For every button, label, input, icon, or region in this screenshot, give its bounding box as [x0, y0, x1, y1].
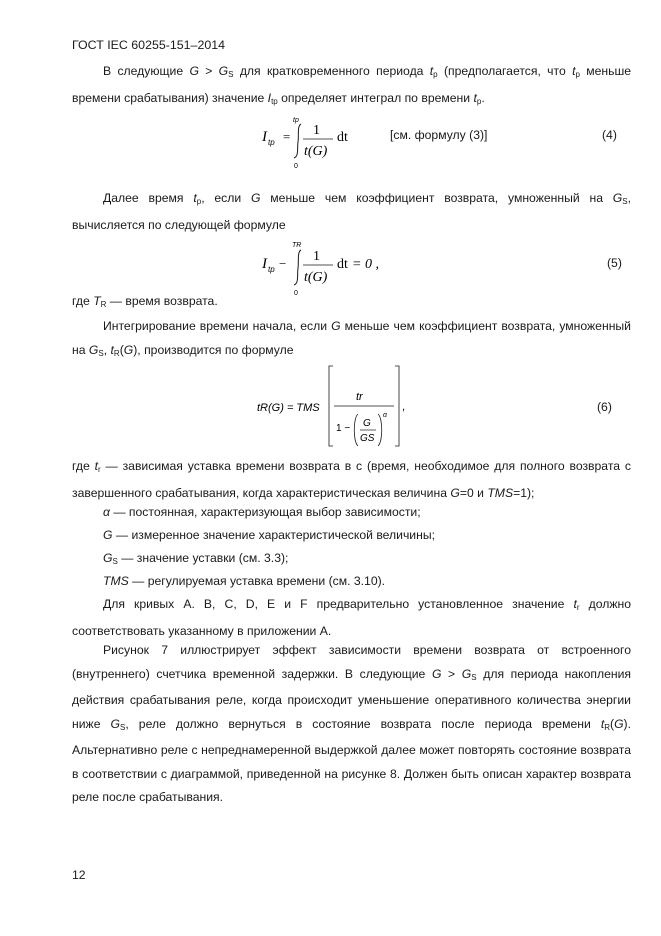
paragraph-3: где $T_R$ — время возврата.: [72, 294, 218, 309]
paragraph-1: В следующие $G > G_S$ для кратковременного периода $t_p$ (предполагается, что $t_p$ меньше времени срабатывания) значение $I_{tp}$ определяет интеграл по времени $t_p$.: [72, 64, 632, 106]
formula-6-graphic: [0, 362, 661, 452]
paragraph-2: Далее время $t_p$, если G меньше чем коэффициент возврата, умноженный на $G_S$, вычисляется по следующей формуле: [72, 191, 632, 232]
f5-den: t(G): [304, 270, 328, 285]
f6-inner-den: GS: [360, 433, 375, 444]
def-tms: TMS — регулируемая уставка времени (см. 3.10).: [103, 574, 386, 588]
f6-exp: α: [383, 412, 387, 419]
page-header: ГОСТ IEC 60255-151–2014: [72, 38, 226, 52]
f4-upper: tp: [293, 117, 299, 124]
f5-lhs-sub: tp: [268, 265, 275, 274]
f6-inner-num: G: [363, 418, 371, 429]
f4-num: 1: [313, 123, 320, 138]
f6-paren-right: [378, 414, 382, 446]
f6-bracket-left: [329, 366, 333, 446]
f4-ref: [см. формулу (3)]: [390, 128, 488, 142]
f4-lhs-sub: tp: [268, 138, 275, 147]
f5-num: 1: [313, 249, 320, 264]
def-g: G — измеренное значение характеристической величины;: [103, 528, 435, 542]
f5-rhs: = 0 ,: [352, 257, 379, 272]
f4-den: t(G): [304, 144, 328, 159]
f6-den-prefix: 1 −: [336, 423, 351, 434]
f6-comma: ,: [402, 401, 406, 413]
f6-num: tr: [356, 391, 363, 403]
f4-integral: [294, 124, 301, 158]
f5-minus: −: [279, 256, 287, 271]
formula-4: [0, 112, 661, 172]
paragraph-7: Рисунок 7 иллюстрирует эффект зависимости времени возврата от встроенного (внутреннего) счетчика временной задержки. В следующие $G > G_S$ для периода накопления действия срабатывания реле, когда происходит уменьшение оперативного количества энергии ниже $G_S$, реле должно вернуться в состояние возврата после периода времени $t_R(G)$. Альтернативно реле с непреднамеренной выдержкой далее может повторять состояние возврата в соответствии с диаграммой, приведенной на рисунке 8. Должен быть описан характер возврата реле после срабатывания.: [72, 643, 632, 804]
paragraph-4: Интегрирование времени начала, если G меньше чем коэффициент возврата, умноженный на $G_S$, $t_R(G)$, производится по формуле: [72, 319, 631, 358]
page-number: 12: [72, 868, 86, 882]
formula-5-graphic: [0, 236, 661, 296]
f4-dt: dt: [337, 130, 348, 145]
f4-equals: =: [283, 129, 291, 144]
f6-number: (6): [597, 400, 612, 414]
f5-upper: TR: [292, 242, 302, 249]
f5-lower: 0: [294, 290, 298, 296]
f5-number: (5): [607, 256, 622, 270]
paragraph-5: где $t_r$ — зависимая уставка времени возврата в с (время, необходимое для полного возврата с завершенного срабатывания, когда характеристическая величина G=0 и TMS=1);: [72, 459, 631, 500]
paragraph-6: Для кривых A. B, C, D, E и F предварительно установленное значение $t_r$ должно соответствовать указанному в приложении A.: [72, 597, 631, 638]
f4-lhs: I: [262, 129, 267, 145]
def-gs: $G_S$ — значение уставки (см. 3.3);: [103, 551, 289, 566]
formula-5: [0, 236, 661, 296]
f6-bracket-right: [395, 366, 399, 446]
f4-number: (4): [602, 128, 617, 142]
f6-paren-left: [354, 414, 358, 446]
f6-lhs: tR(G) = TMS: [257, 402, 320, 414]
formula-6: [0, 362, 661, 452]
f5-lhs: I: [262, 256, 267, 272]
formula-4-graphic: [0, 112, 661, 172]
def-alpha: α — постоянная, характеризующая выбор зависимости;: [103, 505, 421, 519]
f4-lower: 0: [294, 163, 298, 170]
f5-dt: dt: [337, 257, 348, 272]
f5-integral: [294, 250, 301, 285]
